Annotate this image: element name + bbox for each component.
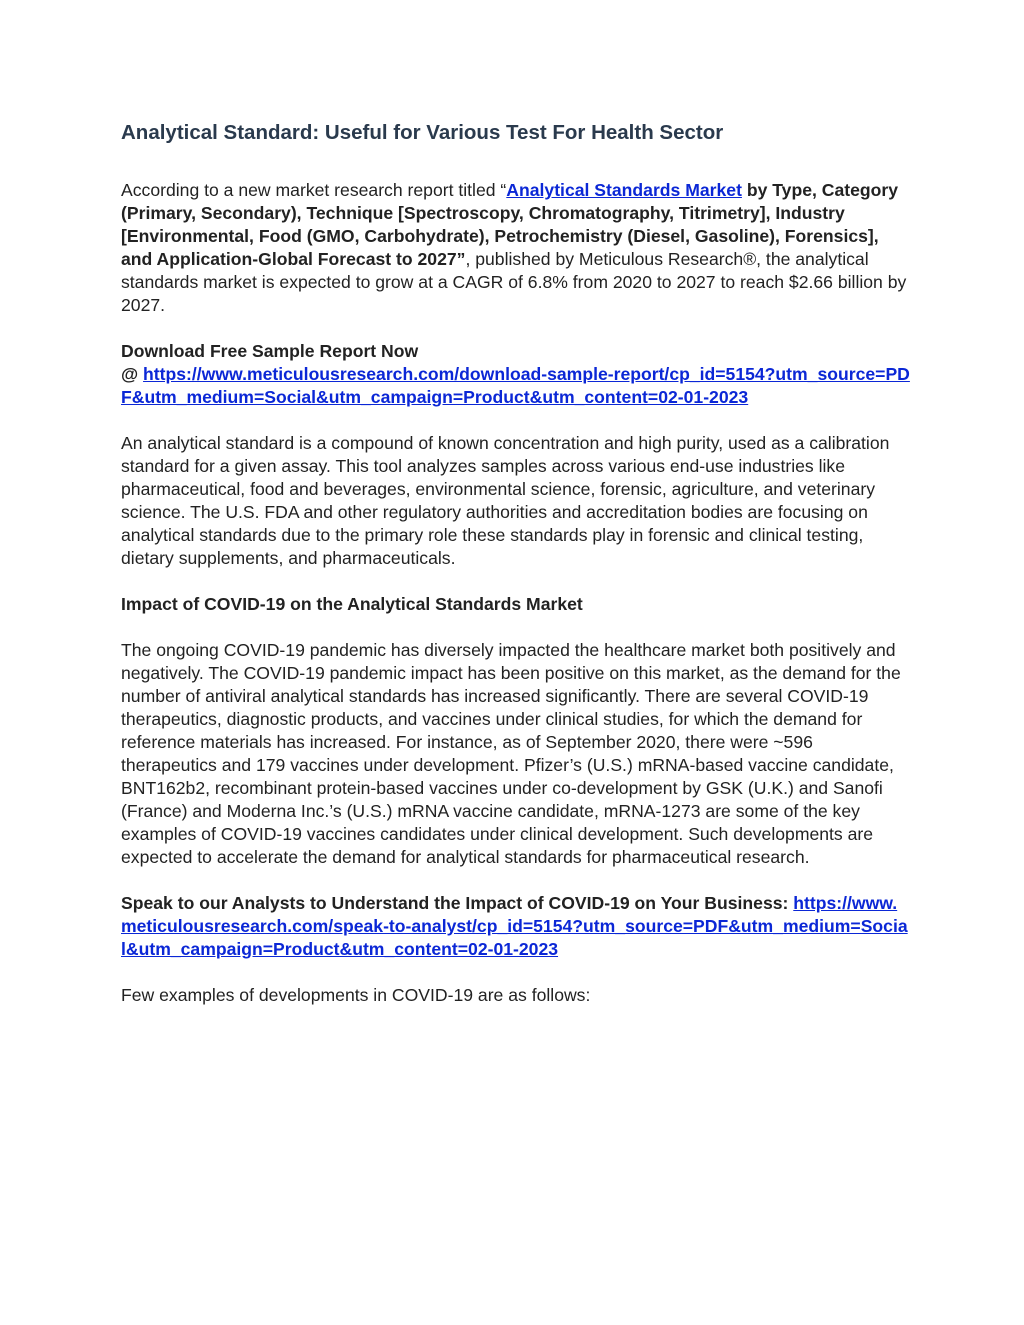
speak-to-analyst-block — [121, 892, 911, 961]
download-sample-link[interactable]: https://www.meticulousresearch.com/download-sample-report/cp_id=5154?utm_source=PDF&utm_medium=Social&utm_campaign=Product&utm_content=02-01-2023 — [121, 364, 910, 407]
speak-to-analyst-link[interactable]: https://www.meticulousresearch.com/speak-to-analyst/cp_id=5154?utm_source=PDF&utm_medium=Social&utm_campaign=Product&utm_content=02-01-2023 — [121, 893, 908, 959]
document-page — [121, 118, 911, 1030]
report-title-bold: by Type, Category (Primary, Secondary), Technique [Spectroscopy, Chromatography, Titrimetry], Industry [Environmental, Food (GMO, Carbohydrate), Petrochemistry (Diesel, Gasoline), Forensics], and Application-Global Forecast to 2027” — [121, 180, 899, 269]
covid-impact-paragraph: The ongoing COVID-19 pandemic has diversely impacted the healthcare market both positively and negatively. The COVID-19 pandemic impact has been positive on this market, as the demand for the number of antiviral analytical standards has increased significantly. There are several COVID-19 therapeutics, diagnostic products, and vaccines under clinical studies, for which the demand for reference materials has increased. For instance, as of September 2020, there were ~596 therapeutics and 179 vaccines under development. Pfizer’s (U.S.) mRNA-based vaccine candidate, BNT162b2, recombinant protein-based vaccines under co-development by GSK (U.K.) and Sanofi (France) and Moderna Inc.’s (U.S.) mRNA vaccine candidate, mRNA-1273 are some of the key examples of COVID-19 vaccines candidates under clinical development. Such developments are expected to accelerate the demand for analytical standards for pharmaceutical research. — [121, 640, 901, 867]
covid-impact-heading: Impact of COVID-19 on the Analytical Standards Market — [121, 594, 583, 614]
definition-paragraph: An analytical standard is a compound of known concentration and high purity, used as a calibration standard for a given assay. This tool analyzes samples across various end-use industries like pharmaceutical, food and beverages, environmental science, forensic, agriculture, and veterinary science. The U.S. FDA and other regulatory authorities and accreditation bodies are focusing on analytical standards due to the primary role these standards play in forensic and clinical testing, dietary supplements, and pharmaceuticals. — [121, 433, 890, 568]
download-sample-block — [121, 340, 911, 409]
analytical-standards-market-link[interactable]: Analytical Standards Market — [506, 180, 742, 200]
download-at-sign: @ — [121, 364, 144, 384]
intro-paragraph — [121, 179, 911, 317]
intro-prefix: According to a new market research report titled “ — [121, 180, 507, 200]
download-sample-label: Download Free Sample Report Now — [121, 341, 419, 361]
speak-to-analyst-label: Speak to our Analysts to Understand the Impact of COVID-19 on Your Business: — [121, 893, 794, 913]
page-title: Analytical Standard: Useful for Various Test For Health Sector — [121, 121, 724, 144]
examples-paragraph: Few examples of developments in COVID-19 are as follows: — [121, 985, 591, 1005]
intro-suffix: , published by Meticulous Research®, the analytical standards market is expected to grow at a CAGR of 6.8% from 2020 to 2027 to reach $2.66 billion by 2027. — [121, 249, 907, 315]
